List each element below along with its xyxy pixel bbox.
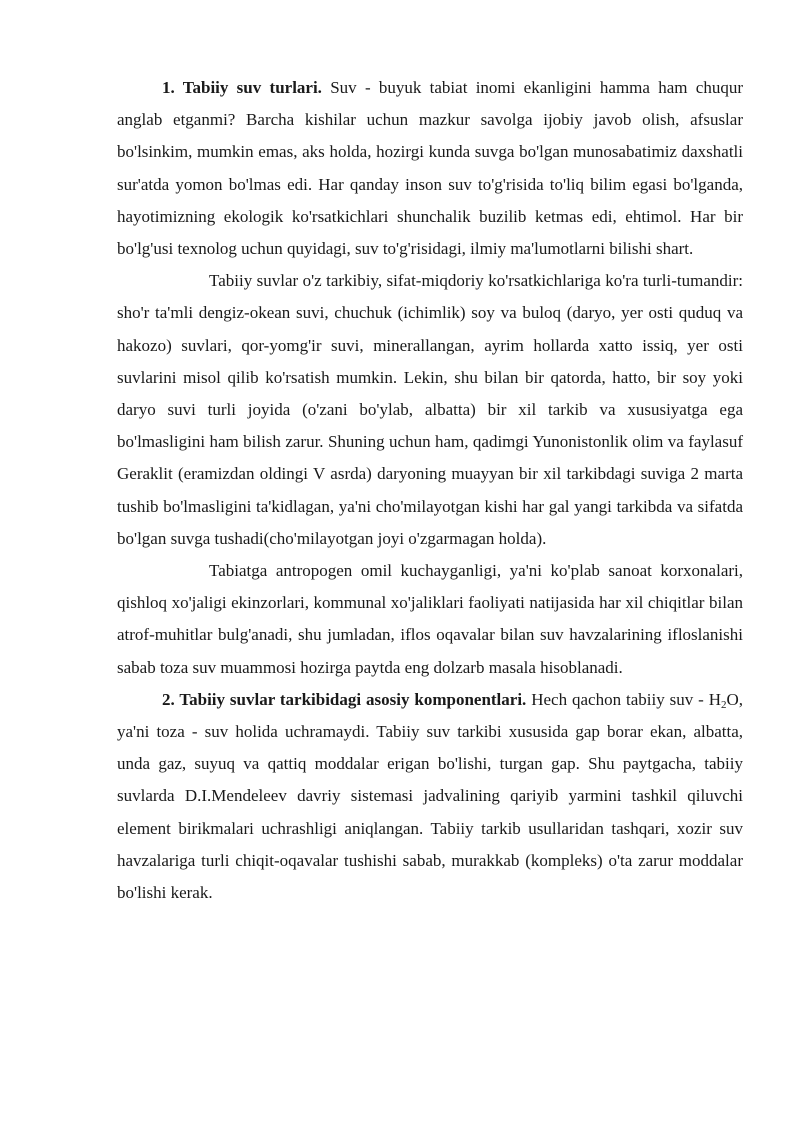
paragraph-2: Tabiiy suvlar o'z tarkibiy, sifat-miqdoriy ko'rsatkichlariga ko'ra turli-tumandir: sho'r ta'mli dengiz-okean suvi, chuchuk (ichimlik) soy va buloq (daryo, yer osti quduq va hakozo) suvlari, qor-yomg'ir suvi, minerallangan, ayrim hollarda xatto issiq, yer osti suvlarini misol qilib ko'rsatish mumkin. Lekin, shu bilan bir qatorda, hatto, bir soy yoki daryo suvi turli joyida (o'zani bo'ylab, albatta) bir xil tarkib va xususiyatga ega bo'lmasligini ham bilish zarur. Shuning uchun ham, qadimgi Yunonistonlik olim va faylasuf Geraklit (eramizdan oldingi V asrda) daryoning muayyan bir xil tarkibdagi suviga 2 marta tushib bo'lmasligini ta'kidlagan, ya'ni cho'milayotgan kishi har gal yangi tarkibda va sifatda bo'lgan suvga tushadi(cho'milayotgan joyi o'zgarmagan holda). <box>117 271 743 548</box>
subscript-2: 2 <box>720 698 727 711</box>
section-2-heading: 2. Tabiiy suvlar tarkibidagi asosiy komponentlari. <box>162 689 527 709</box>
section-1-paragraph <box>117 72 743 265</box>
paragraph-3: Tabiatga antropogen omil kuchayganligi, ya'ni ko'plab sanoat korxonalari, qishloq xo'jaligi ekinzorlari, kommunal xo'jaliklari faoliyati natijasida har xil chiqitlar bilan atrof-muhitlar bulg'anadi, shu jumladan, iflos oqavalar bilan suv havzalarining ifloslanishi sabab toza suv muammosi hozirga paytda eng dolzarb masala hisoblanadi. <box>117 561 743 677</box>
document-page <box>117 72 743 909</box>
section-1-text: Suv - buyuk tabiat inomi ekanligini hamma ham chuqur anglab etganmi? Barcha kishilar uchun mazkur savolga ijobiy javob olish, afsuslar bo'lsinkim, mumkin emas, aks holda, hozirgi kunda suvga bo'lgan munosabatimiz daxshatli sur'atda yomon bo'lmas edi. Har qanday inson suv to'g'risida to'liq bilim egasi bo'lganda, hayotimizning ekologik ko'rsatkichlari shunchalik buzilib ketmas edi, ehtimol. Har bir bo'lg'usi texnolog uchun quyidagi, suv to'g'risidagi, ilmiy ma'lumotlarni bilishi shart. <box>117 78 743 259</box>
section-1-heading: 1. Tabiiy suv turlari. <box>162 78 322 97</box>
section-2-text-a: Hech qachon tabiiy suv - H <box>526 689 721 709</box>
section-2-text-b: O, ya'ni toza - suv holida uchramaydi. Tabiiy suv tarkibi xususida gap borar ekan, albatta, unda gaz, suyuq va qattiq moddalar erigan bo'lishi, turgan gap. Shu paytgacha, tabiiy suvlarda D.I.Mendeleev davriy sistemasi jadvalining qariyib yarmini tashkil qiluvchi element birikmalari uchrashligi aniqlangan. Tabiiy tarkib usullaridan tashqari, xozir suv havzalariga turli chiqit-oqavalar tushishi sabab, murakkab (kompleks) o'ta zarur moddalar bo'lishi kerak. <box>117 689 743 903</box>
section-2-paragraph <box>117 684 743 909</box>
